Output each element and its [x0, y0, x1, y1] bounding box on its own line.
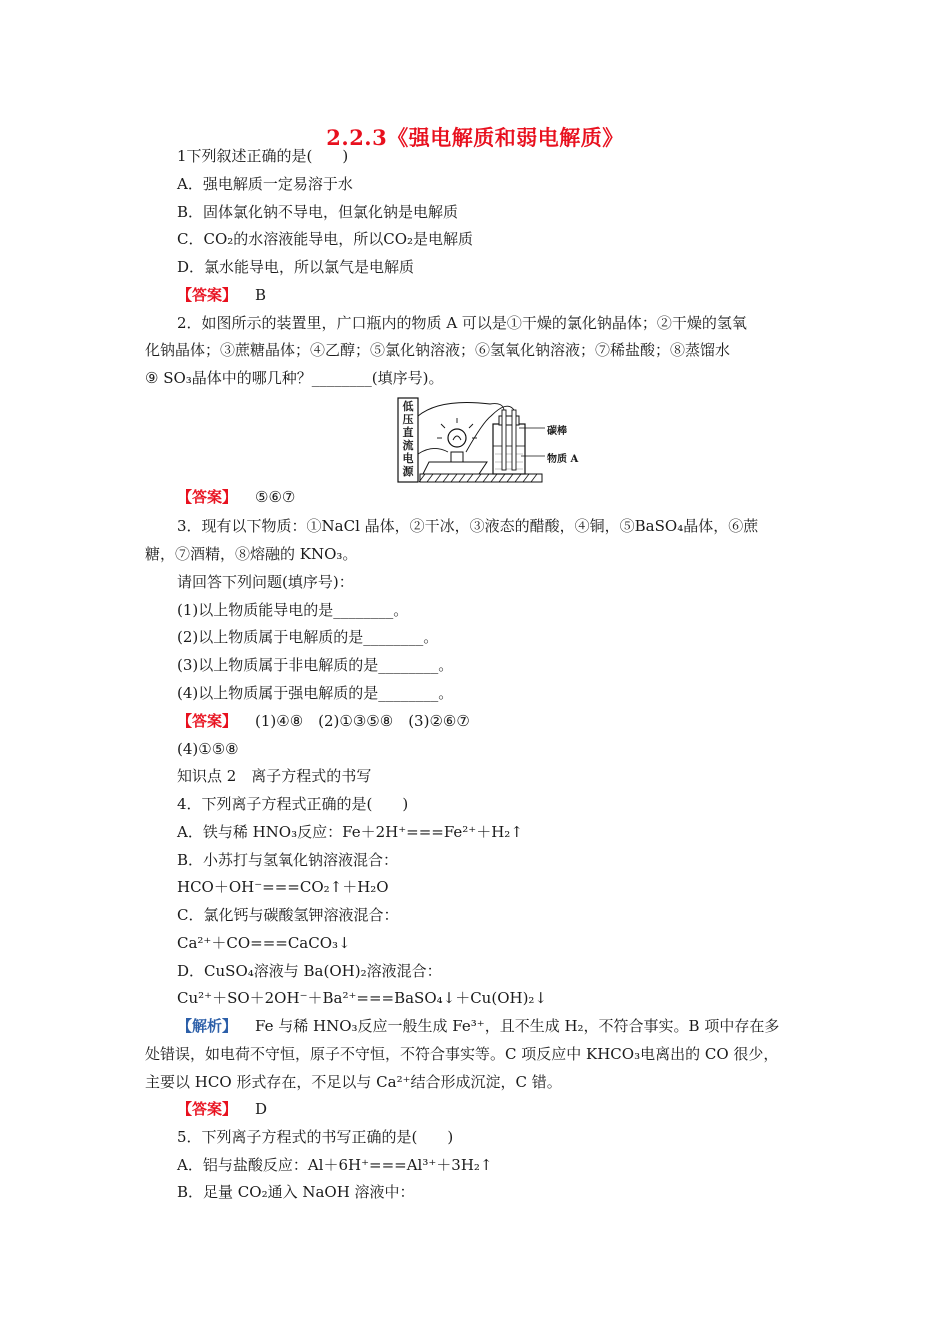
- q2-answer-line: [177, 487, 295, 507]
- q1-option-d: D．氯水能导电，所以氯气是电解质: [177, 258, 415, 276]
- q4-option-d: D．CuSO₄溶液与 Ba(OH)₂溶液混合：: [177, 962, 442, 980]
- answer-label: 【答案】: [177, 286, 238, 304]
- q3-answer-line: [177, 711, 470, 731]
- q2-line-3: ⑨ SO₃晶体中的哪几种？________(填序号)。: [145, 369, 444, 387]
- q3-part-1: (1)以上物质能导电的是________。: [177, 601, 409, 619]
- q4-analysis-line-3: 主要以 HCO 形式存在，不足以与 Ca²⁺结合形成沉淀，C 错。: [145, 1073, 562, 1091]
- q1-answer-line: [177, 285, 266, 305]
- q3-part-2: (2)以上物质属于电解质的是________。: [177, 628, 439, 646]
- q4-answer: D: [255, 1100, 268, 1118]
- q4-option-b: B．小苏打与氢氧化钠溶液混合：: [177, 851, 399, 869]
- q1-answer: B: [255, 286, 267, 304]
- q4-stem: 4．下列离子方程式正确的是( ): [177, 795, 409, 813]
- q4-option-c-equation: Ca²⁺＋CO===CaCO₃↓: [177, 934, 351, 952]
- q2-line-1: 2．如图所示的装置里，广口瓶内的物质 A 可以是①干燥的氯化钠晶体；②干燥的氢氧: [177, 314, 747, 332]
- answer-label: 【答案】: [177, 1100, 238, 1118]
- q3-answer-continued: (4)①⑤⑧: [177, 740, 239, 758]
- substance-a-label: 物质 A: [547, 454, 579, 465]
- carbon-rod-label: 碳棒: [547, 426, 567, 437]
- q4-option-c: C．氯化钙与碳酸氢钾溶液混合：: [177, 906, 399, 924]
- q5-option-b: B．足量 CO₂通入 NaOH 溶液中：: [177, 1183, 415, 1201]
- q1-stem: 1下列叙述正确的是( ): [177, 147, 349, 165]
- q5-option-a: A．铝与盐酸反应：Al＋6H⁺===Al³⁺＋3H₂↑: [177, 1156, 493, 1174]
- q4-answer-line: [177, 1099, 267, 1119]
- q3-line-1: 3．现有以下物质：①NaCl 晶体，②干冰，③液态的醋酸，④铜，⑤BaSO₄晶体，⑥蔗: [177, 517, 759, 535]
- q4-option-b-equation: HCO＋OH⁻===CO₂↑＋H₂O: [177, 878, 389, 896]
- conductivity-apparatus-figure: [395, 394, 579, 490]
- q1-option-a: A．强电解质一定易溶于水: [177, 175, 353, 193]
- q3-part-3: (3)以上物质属于非电解质的是________。: [177, 656, 454, 674]
- q5-stem: 5．下列离子方程式的书写正确的是( ): [177, 1128, 454, 1146]
- q3-prompt: 请回答下列问题(填序号)：: [177, 573, 354, 591]
- section-heading: 知识点 2 离子方程式的书写: [177, 767, 372, 785]
- q1-option-b: B．固体氯化钠不导电，但氯化钠是电解质: [177, 203, 459, 221]
- q3-part-4: (4)以上物质属于强电解质的是________。: [177, 684, 454, 702]
- q1-option-c: C．CO₂的水溶液能导电，所以CO₂是电解质: [177, 230, 474, 248]
- q4-option-a: A．铁与稀 HNO₃反应：Fe＋2H⁺===Fe²⁺＋H₂↑: [177, 823, 523, 841]
- answer-label: 【答案】: [177, 712, 238, 730]
- analysis-label: 【解析】: [177, 1017, 238, 1035]
- q3-answer: (1)④⑧ (2)①③⑤⑧ (3)②⑥⑦: [255, 712, 470, 730]
- power-supply-label: 低压直流电源: [402, 400, 414, 478]
- q2-line-2: 化钠晶体；③蔗糖晶体；④乙醇；⑤氯化钠溶液；⑥氢氧化钠溶液；⑦稀盐酸；⑧蒸馏水: [145, 341, 731, 359]
- answer-label: 【答案】: [177, 488, 238, 506]
- q4-analysis-text-1: Fe 与稀 HNO₃反应一般生成 Fe³⁺，且不生成 H₂，不符合事实。B 项中存在多: [255, 1017, 780, 1035]
- q3-line-2: 糖，⑦酒精，⑧熔融的 KNO₃。: [145, 545, 358, 563]
- q4-analysis-line-2: 处错误，如电荷不守恒，原子不守恒，不符合事实等。C 项反应中 KHCO₃电离出的 CO 很少，: [145, 1045, 779, 1063]
- q4-option-d-equation: Cu²⁺＋SO＋2OH⁻＋Ba²⁺===BaSO₄↓＋Cu(OH)₂↓: [177, 989, 548, 1007]
- page-title: 2.2.3《强电解质和弱电解质》: [326, 125, 624, 150]
- apparatus-diagram: [395, 394, 555, 490]
- q4-analysis-line-1: [177, 1016, 779, 1036]
- q2-answer: ⑤⑥⑦: [255, 488, 296, 506]
